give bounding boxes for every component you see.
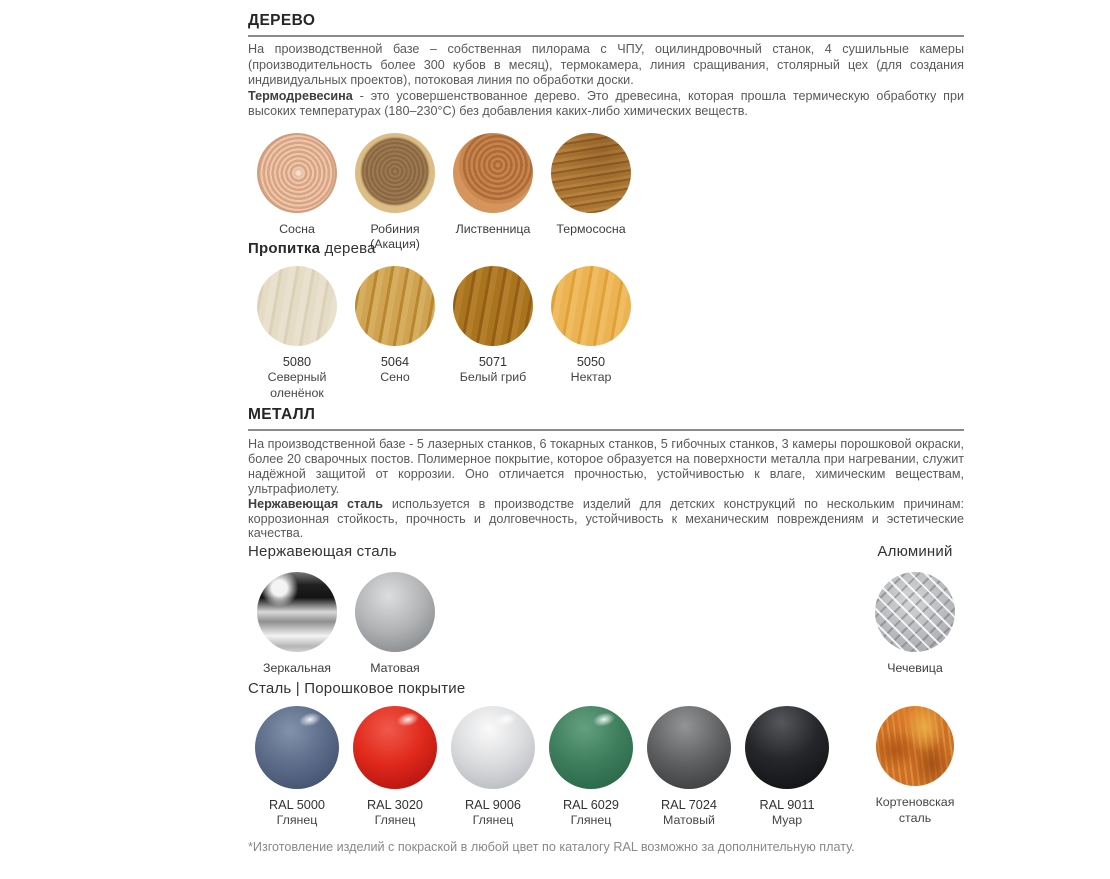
stainless-definition: используется в производстве изделий для детских конструкций по нескольким причинам: коррозионная стойкость, прочность и долговечность, устойчивость к механическим повреждениям и эстетические качества.: [248, 496, 964, 541]
wood-section-rule: [248, 35, 964, 37]
ral5000-finish: Глянец: [276, 813, 318, 828]
aluminum-swatch-lentil: [866, 572, 964, 676]
impregnation-swatch-5050: [542, 266, 640, 401]
ral3020-sphere-image: [353, 706, 437, 789]
aluminum-heading: Алюминий: [877, 543, 953, 560]
powder-swatch-ral3020: [346, 706, 444, 829]
impregnation-swatch-5071: [444, 266, 542, 401]
powder-swatch-ral9006: [444, 706, 542, 829]
impregnation-5064-image: [355, 266, 435, 346]
stainless-swatches: [248, 572, 444, 676]
impregnation-swatch-5080: [248, 266, 346, 401]
impregnation-5080-name: Северный оленёнок: [267, 370, 327, 400]
ral9006-finish: Глянец: [472, 813, 514, 828]
stainless-swatch-matte: [346, 572, 444, 676]
thermopine-label: Термососна: [556, 222, 626, 236]
ral5000-sphere-image: [255, 706, 339, 789]
wood-swatch-thermopine: [542, 133, 640, 252]
ral9006-code: RAL 9006: [465, 798, 521, 812]
powder-swatch-ral9011: [738, 706, 836, 829]
impregnation-heading-lead: Пропитка: [248, 240, 321, 257]
wood-paragraph-production: На производственной базе – собственная пилорама с ЧПУ, оцилиндровочный станок, 4 сушильные камеры (производительность более 300 кубов в месяц), термокамера, линия сращивания, столярный цех (для создания индивидуальных проектов), потоковая линия по обработки доски.: [248, 42, 964, 88]
ral9011-finish: Муар: [771, 813, 803, 828]
checker-plate-image: [875, 572, 955, 652]
stainless-group: [248, 543, 444, 676]
wood-section-text: [248, 42, 964, 120]
ral9011-sphere-image: [745, 706, 829, 789]
lentil-label: Чечевица: [887, 661, 943, 675]
metal-section-rule: [248, 429, 964, 431]
larch-label: Лиственница: [455, 222, 531, 236]
thermowood-term: Термодревесина: [248, 88, 353, 103]
ral7024-finish: Матовый: [663, 813, 715, 828]
impregnation-5050-code: 5050: [576, 355, 606, 369]
impregnation-5080-code: 5080: [282, 355, 312, 369]
ral3020-code: RAL 3020: [367, 798, 423, 812]
thermopine-slice-image: [551, 133, 631, 213]
metal-paragraph-production: На производственной базе - 5 лазерных станков, 6 токарных станков, 5 гибочных станков, 3 камеры порошковой окраски, более 20 сварочных постов. Полимерное покрытие, которое образуется на поверхности металла при нагревании, служит надёжной защитой от коррозии. Оно отличается прочностью, устойчивостью к влаге, химическим веществам, ультрафиолету.: [248, 437, 964, 496]
ral7024-code: RAL 7024: [661, 798, 717, 812]
powder-coating-heading: Сталь | Порошковое покрытие: [248, 680, 466, 697]
powder-swatch-corten: [866, 706, 964, 829]
ral6029-sphere-image: [549, 706, 633, 789]
wood-swatch-robinia: [346, 133, 444, 252]
wood-species-row: [248, 133, 964, 252]
corten-label: Кортеновская сталь: [875, 795, 955, 825]
metal-paragraph-stainless: [248, 497, 964, 542]
larch-slice-image: [453, 133, 533, 213]
impregnation-5050-image: [551, 266, 631, 346]
ral6029-code: RAL 6029: [563, 798, 619, 812]
page-content: [248, 0, 964, 879]
metal-section-header: [248, 406, 964, 431]
wood-swatch-larch: [444, 133, 542, 252]
wood-section-header: [248, 12, 964, 37]
footer-note: *Изготовление изделий с покраской в любой цвет по каталогу RAL возможно за дополнительную плату.: [248, 840, 855, 854]
impregnation-5064-code: 5064: [380, 355, 410, 369]
stainless-aluminum-row: [248, 543, 964, 676]
impregnation-5071-name: Белый гриб: [459, 370, 527, 385]
ral9006-sphere-image: [451, 706, 535, 789]
powder-coating-row: [248, 706, 964, 829]
ral6029-finish: Глянец: [570, 813, 612, 828]
robinia-label: Робиния (Акация): [370, 222, 420, 252]
aluminum-group: [866, 543, 964, 676]
ral7024-sphere-image: [647, 706, 731, 789]
impregnation-5064-name: Сено: [380, 370, 410, 385]
metal-section-text: [248, 437, 964, 541]
impregnation-row: [248, 266, 964, 401]
impregnation-5050-name: Нектар: [570, 370, 612, 385]
impregnation-5071-image: [453, 266, 533, 346]
metal-section-title: МЕТАЛЛ: [248, 406, 316, 423]
impregnation-swatch-5064: [346, 266, 444, 401]
impregnation-heading-rest: дерева: [320, 240, 376, 257]
robinia-slice-image: [355, 133, 435, 213]
thermowood-definition: - это усовершенствованное дерево. Это древесина, которая прошла термическую обработку при высоких температурах (180–230°С) без добавления каких-либо химических веществ.: [248, 88, 964, 119]
impregnation-5071-code: 5071: [478, 355, 508, 369]
stainless-swatch-mirror: [248, 572, 346, 676]
pine-slice-image: [257, 133, 337, 213]
corten-steel-image: [876, 706, 954, 786]
powder-swatch-ral7024: [640, 706, 738, 829]
mirror-steel-sphere-image: [257, 572, 337, 652]
matte-steel-sphere-image: [355, 572, 435, 652]
impregnation-heading: [248, 240, 964, 257]
wood-paragraph-thermowood: [248, 89, 964, 120]
powder-swatch-ral5000: [248, 706, 346, 829]
impregnation-5080-image: [257, 266, 337, 346]
ral3020-finish: Глянец: [374, 813, 416, 828]
matte-steel-label: Матовая: [370, 661, 420, 675]
stainless-term: Нержавеющая сталь: [248, 496, 383, 511]
ral9011-code: RAL 9011: [759, 798, 815, 812]
wood-section-title: ДЕРЕВО: [248, 12, 316, 29]
mirror-steel-label: Зеркальная: [263, 661, 331, 675]
powder-swatch-ral6029: [542, 706, 640, 829]
wood-swatch-pine: [248, 133, 346, 252]
ral5000-code: RAL 5000: [269, 798, 325, 812]
pine-label: Сосна: [279, 222, 315, 236]
stainless-heading: Нержавеющая сталь: [248, 543, 397, 560]
